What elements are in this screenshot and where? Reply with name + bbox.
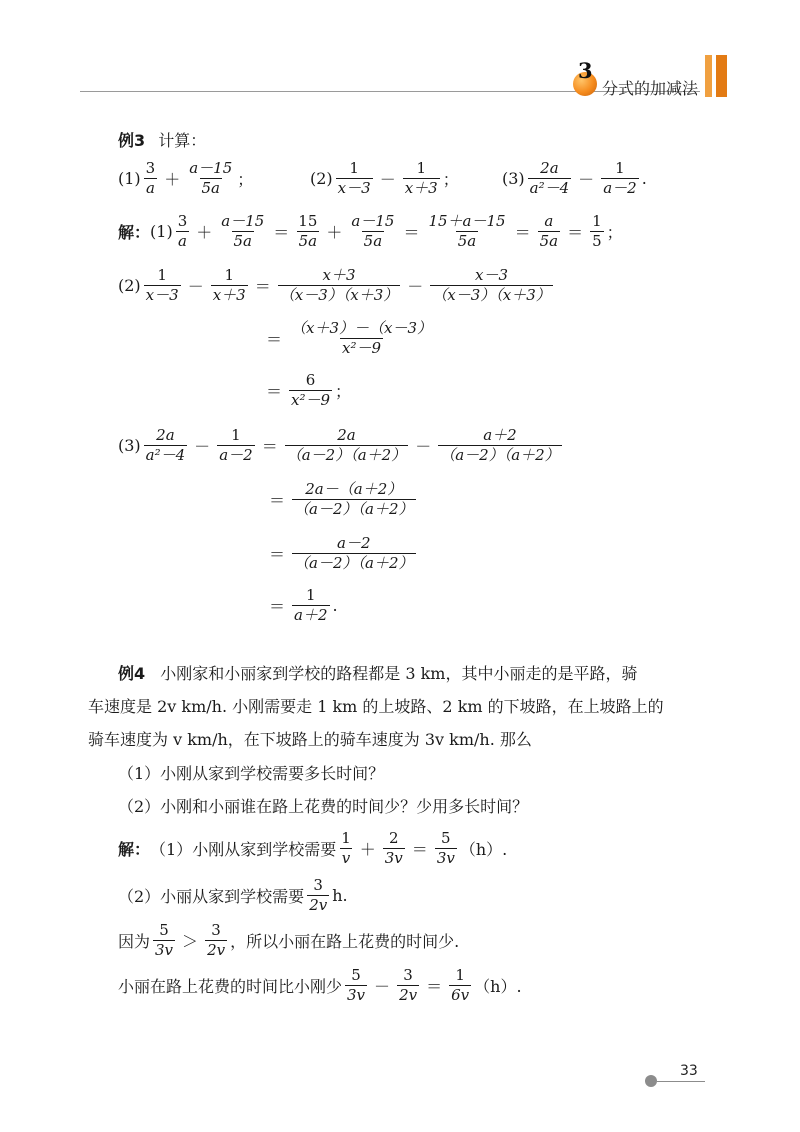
- page-number: 33: [680, 1063, 698, 1079]
- example3-solution-2-line3: ＝ $\frac{6}{\text{x²－9}}$ ；: [266, 371, 352, 409]
- problem-label: (2): [310, 169, 333, 188]
- example4-question-1: （1）小刚从家到学校需要多长时间？: [118, 764, 385, 783]
- problem-label: (1): [118, 169, 141, 188]
- example3-label: 例3: [118, 131, 146, 150]
- footer-rule: [657, 1081, 705, 1082]
- example3-solution-3-line3: ＝ $\frac{a-2}{(a-2)(a+2)}$: [269, 534, 414, 572]
- example3-problem-1: (1) $\frac{3}{a}$ ＋ $\frac{a-15}{5a}$ ；: [118, 159, 254, 197]
- example3-solution-2-line1: (2) $\frac{1}{x-3}$ － $\frac{1}{x+3}$ ＝ $\frac{x+3}{(x-3)(x+3)}$ － $\frac{x-3}{(x-3)(x+3)}$: [118, 266, 551, 304]
- fraction: $\frac{3}{a}$: [145, 159, 156, 197]
- header-accent-bar: [705, 55, 712, 97]
- example3-solution-2-line2: ＝ $\frac{(x+3)-(x-3)}{\text{x²－9}}$: [266, 319, 433, 357]
- example4-solution-3: 因为 $\frac{5}{3v}$ ＞ $\frac{3}{2v}$ ，所以小丽在路上花费的时间少.: [118, 921, 460, 959]
- fraction: $\frac{2a}{\text{a²－4}}$: [529, 159, 570, 197]
- fraction: $\frac{a-15}{5a}$: [189, 159, 233, 197]
- example3-solution-1: 解： (1) $\frac{3}{a}$ ＋ $\frac{a-15}{5a}$ ＝ $\frac{15}{5a}$ ＋ $\frac{a-15}{5a}$ ＝ $\frac{15+a-15}{5a}$ ＝ $\frac{a}{5a}$ ＝ $\frac{1}{5}$ ；: [118, 212, 623, 250]
- example4-line2: 车速度是 2v km/h. 小刚需要走 1 km 的上坡路、2 km 的下坡路，在上坡路上的: [88, 697, 664, 716]
- example4-label: 例4: [118, 664, 146, 683]
- fraction: $\frac{1}{x-3}$: [337, 159, 371, 197]
- solution-label: 解：: [118, 223, 151, 242]
- example3-solution-3-line4: ＝ $\frac{1}{a+2}$ .: [269, 586, 338, 624]
- example3-heading: [118, 131, 206, 151]
- solution-label: 解：: [118, 840, 151, 859]
- example3-instruction: 计算：: [158, 131, 207, 150]
- example3-solution-3-line2: ＝ $\frac{2a-(a+2)}{(a-2)(a+2)}$: [269, 480, 414, 518]
- example3-problem-2: (2) $\frac{1}{x-3}$ － $\frac{1}{x+3}$ ；: [310, 159, 459, 197]
- example4-question-2: （2）小刚和小丽谁在路上花费的时间少？少用多长时间？: [118, 797, 529, 816]
- example4-solution-1: 解： （1）小刚从家到学校需要 $\frac{1}{v}$ ＋ $\frac{2}{3v}$ ＝ $\frac{5}{3v}$ （h）.: [118, 829, 508, 867]
- page-marker-dot-icon: [645, 1075, 657, 1087]
- example3-problem-3: (3) $\frac{2a}{\text{a²－4}}$ － $\frac{1}{a-2}$ .: [502, 159, 647, 197]
- problem-label: (3): [502, 169, 525, 188]
- example4-solution-4: 小丽在路上花费的时间比小刚少 $\frac{5}{3v}$ － $\frac{3}{2v}$ ＝ $\frac{1}{6v}$ （h）.: [118, 966, 522, 1004]
- example4-solution-2: （2）小丽从家到学校需要 $\frac{3}{2v}$ h.: [118, 876, 348, 914]
- header-accent-bar-thick: [716, 55, 727, 97]
- fraction: $\frac{1}{a-2}$: [603, 159, 637, 197]
- chapter-title: 分式的加减法: [602, 79, 699, 98]
- example3-solution-3-line1: (3) $\frac{2a}{\text{a²－4}}$ － $\frac{1}{a-2}$ ＝ $\frac{2a}{(a-2)(a+2)}$ － $\frac{a+2}{(a-2)(a+2)}$: [118, 426, 560, 464]
- example4-line1: 例4 小刚家和小丽家到学校的路程都是 3 km，其中小丽走的是平路，骑: [118, 664, 638, 683]
- fraction: $\frac{1}{x+3}$: [404, 159, 438, 197]
- chapter-number: 3: [578, 58, 593, 83]
- example4-line3: 骑车速度为 v km/h，在下坡路上的骑车速度为 3v km/h. 那么: [88, 730, 532, 749]
